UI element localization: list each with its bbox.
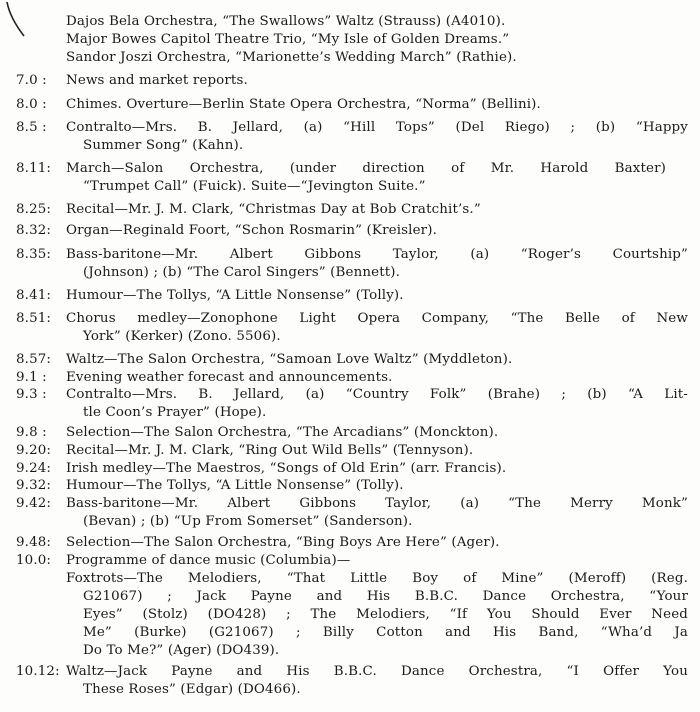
entry-time: 9.8 :	[16, 425, 47, 440]
entry-line: March—Salon Orchestra, (under direction of Mr. Harold Baxter)	[66, 161, 666, 176]
entry-text	[66, 386, 688, 422]
entry-line: Organ—Reginald Foort, “Schon Rosmarin” (Kreisler).	[66, 223, 437, 238]
entry-text	[66, 119, 688, 155]
entry-line: Bass-baritone—Mr. Albert Gibbons Taylor, (a) “The Merry Monk”	[66, 496, 688, 511]
entry-time: 8.0 :	[16, 97, 47, 112]
pen-mark-icon	[4, 0, 26, 40]
entry-line: Bass-baritone—Mr. Albert Gibbons Taylor, (a) “Roger’s Courtship”	[66, 247, 688, 262]
entry-text	[66, 351, 688, 369]
entry-time: 8.11:	[16, 161, 52, 176]
entry-line: Contralto—Mrs. B. Jellard, (a) “Hill Tops” (Del Riego) ; (b) “Happy	[66, 120, 688, 135]
entry-text	[66, 460, 688, 478]
entry-time: 9.42:	[16, 496, 52, 511]
intro-line: Sandor Joszi Orchestra, “Marionette’s Wedding March” (Rathie).	[66, 50, 517, 65]
entry-line: Eyes” (Stolz) (DO428) ; The Melodiers, “If You Should Ever Need	[83, 607, 688, 622]
entry-text	[66, 96, 688, 114]
entry-time: 8.35:	[16, 247, 52, 262]
entry-time: 9.1 :	[16, 370, 47, 385]
entry-time: 8.51:	[16, 311, 52, 326]
entry-time: 10.12:	[16, 664, 60, 679]
entry-time: 9.3 :	[16, 387, 47, 402]
entry-text	[66, 495, 688, 531]
entry-text	[66, 310, 688, 346]
entry-time: 8.41:	[16, 288, 52, 303]
entry-text	[66, 534, 688, 552]
entry-line: Irish medley—The Maestros, “Songs of Old Erin” (arr. Francis).	[66, 461, 507, 476]
entry-line: Recital—Mr. J. M. Clark, “Christmas Day at Bob Cratchit’s.”	[66, 202, 481, 217]
entry-text	[66, 201, 688, 219]
entry-line: Selection—The Salon Orchestra, “The Arcadians” (Monckton).	[66, 425, 499, 440]
entry-line: Foxtrots—The Melodiers, “That Little Boy of Mine” (Meroff) (Reg.	[66, 571, 688, 586]
entry-text	[66, 160, 688, 196]
intro-line: Major Bowes Capitol Theatre Trio, “My Isle of Golden Dreams.”	[66, 32, 510, 47]
entry-line: Programme of dance music (Columbia)—	[66, 553, 351, 568]
entry-time: 8.5 :	[16, 120, 47, 135]
entry-line: York” (Kerker) (Zono. 5506).	[83, 329, 281, 344]
entry-text	[66, 287, 688, 305]
entry-line: Recital—Mr. J. M. Clark, “Ring Out Wild Bells” (Tennyson).	[66, 443, 474, 458]
entry-line: Contralto—Mrs. B. Jellard, (a) “Country Folk” (Brahe) ; (b) “A Lit-	[66, 387, 688, 402]
entry-time: 9.24:	[16, 461, 52, 476]
entry-line: Waltz—Jack Payne and His B.B.C. Dance Orchestra, “I Offer You	[66, 664, 688, 679]
entry-time: 7.0 :	[16, 73, 47, 88]
entry-line: Chimes. Overture—Berlin State Opera Orchestra, “Norma” (Bellini).	[66, 97, 541, 112]
entry-text	[66, 663, 688, 699]
entry-line: (Bevan) ; (b) “Up From Somerset” (Sanderson).	[83, 514, 413, 529]
entry-line: Humour—The Tollys, “A Little Nonsense” (Tolly).	[66, 478, 404, 493]
entry-line: Do To Me?” (Ager) (DO439).	[83, 643, 280, 658]
entry-line: G21067) ; Jack Payne and His B.B.C. Dance Orchestra, “Your	[83, 589, 688, 604]
entry-line: “Trumpet Call” (Fuick). Suite—“Jevington Suite.”	[83, 179, 426, 194]
entry-text	[66, 72, 688, 90]
entry-time: 10.0:	[16, 553, 52, 568]
intro-block	[66, 13, 686, 67]
entry-line: Selection—The Salon Orchestra, “Bing Boys Are Here” (Ager).	[66, 535, 500, 550]
entry-time: 9.20:	[16, 443, 52, 458]
entry-line: Waltz—The Salon Orchestra, “Samoan Love Waltz” (Myddleton).	[66, 352, 513, 367]
entry-line: (Johnson) ; (b) “The Carol Singers” (Bennett).	[83, 265, 401, 280]
entry-line: Evening weather forecast and announcements.	[66, 370, 393, 385]
entry-line: tle Coon’s Prayer” (Hope).	[83, 405, 267, 420]
entry-time: 9.32:	[16, 478, 52, 493]
entry-text	[66, 246, 688, 282]
entry-text	[66, 424, 688, 442]
entry-text	[66, 222, 688, 240]
entry-line: Chorus medley—Zonophone Light Opera Company, “The Belle of New	[66, 311, 688, 326]
entry-time: 8.57:	[16, 352, 52, 367]
intro-line: Dajos Bela Orchestra, “The Swallows” Waltz (Strauss) (A4010).	[66, 14, 506, 29]
entry-time: 8.32:	[16, 223, 52, 238]
entry-time: 9.48:	[16, 535, 52, 550]
entry-text	[66, 442, 688, 460]
entry-text	[66, 477, 688, 495]
entry-line: These Roses” (Edgar) (DO466).	[83, 682, 301, 697]
entry-line: Me” (Burke) (G21067) ; Billy Cotton and His Band, “Wha’d Ja	[83, 625, 688, 640]
entry-line: News and market reports.	[66, 73, 248, 88]
entry-time: 8.25:	[16, 202, 52, 217]
entry-text	[66, 369, 688, 387]
entry-line: Humour—The Tollys, “A Little Nonsense” (Tolly).	[66, 288, 404, 303]
entry-text	[66, 552, 688, 660]
entry-line: Summer Song” (Kahn).	[83, 138, 244, 153]
